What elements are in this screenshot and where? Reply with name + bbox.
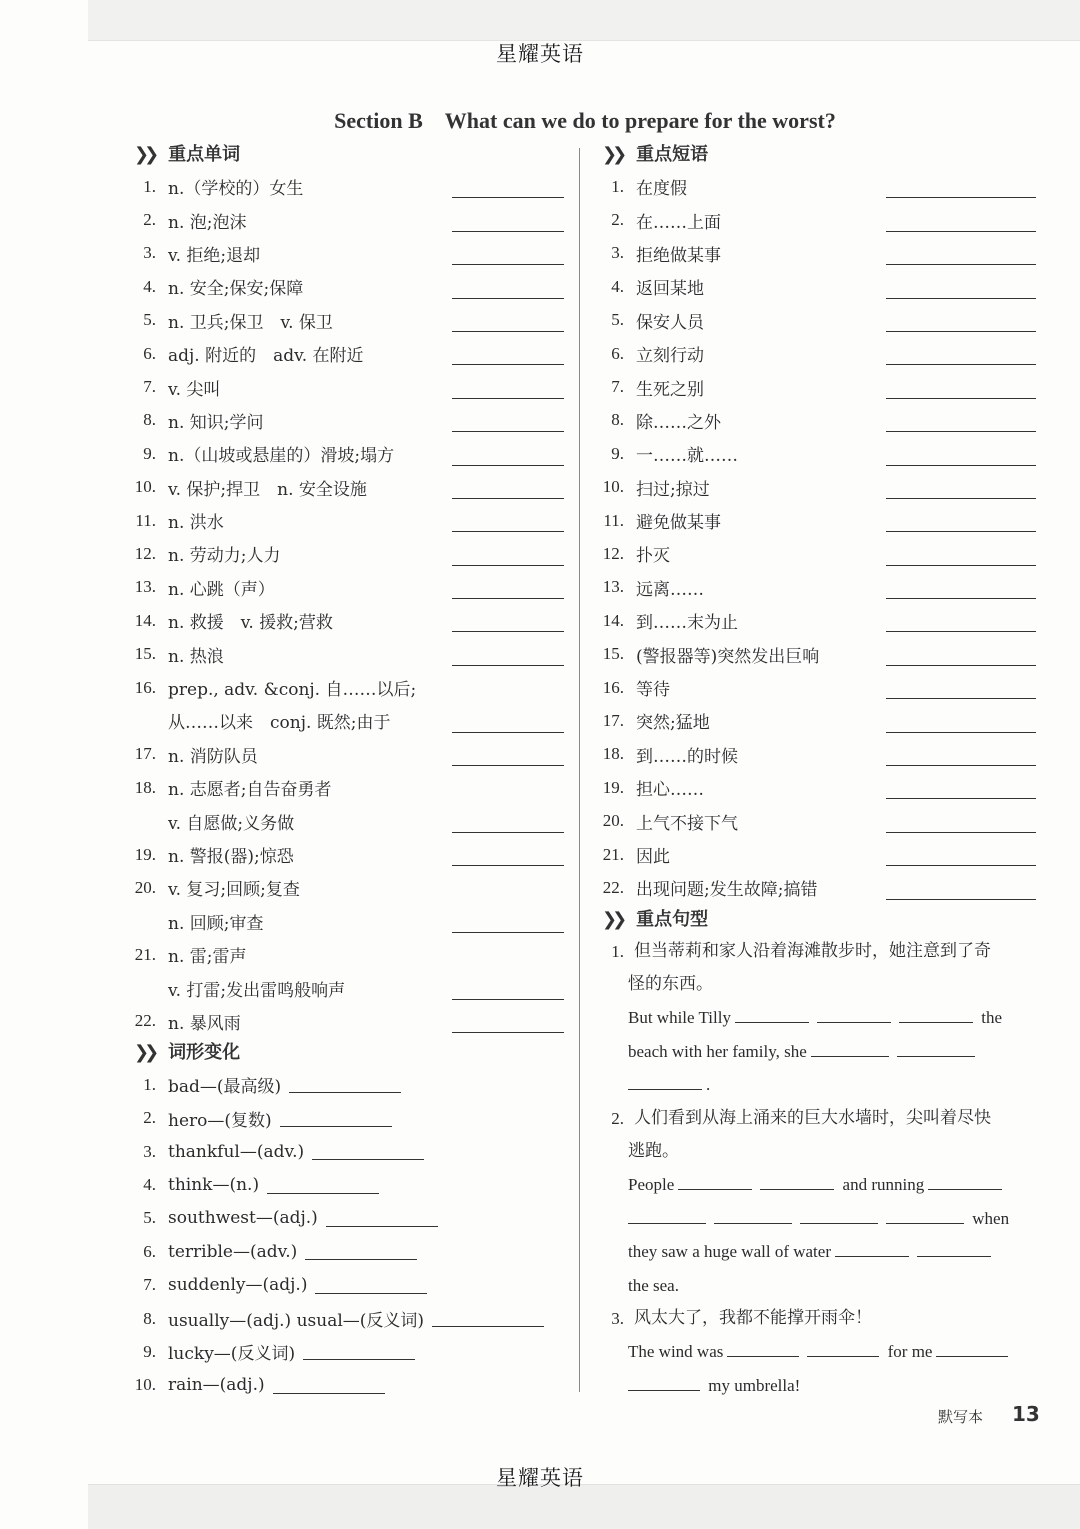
answer-blank[interactable]: [452, 363, 564, 365]
vocab-row: [128, 971, 568, 1004]
item-text: v. 尖叫: [168, 379, 221, 400]
item-text: 保安人员: [636, 312, 704, 333]
answer-blank[interactable]: [886, 630, 1036, 632]
answer-blank[interactable]: [886, 864, 1036, 866]
answer-blank[interactable]: [886, 764, 1036, 766]
answer-blank[interactable]: [886, 330, 1036, 332]
answer-blank[interactable]: [886, 230, 1036, 232]
item-text: hero—(复数): [168, 1110, 272, 1131]
sentences-heading: [596, 905, 1038, 935]
item-text: v. 自愿做;义务做: [168, 813, 295, 834]
double-chevron-icon: ❯❯: [134, 144, 155, 165]
item-number: 6.: [143, 343, 156, 363]
answer-blank[interactable]: [303, 1343, 415, 1360]
answer-blank[interactable]: [899, 1006, 973, 1023]
phrase-row: [596, 370, 1038, 403]
form-row: [128, 1335, 568, 1368]
item-number: 8.: [143, 410, 156, 430]
item-text: n.（学校的）女生: [168, 179, 304, 200]
item-text: (警报器等)突然发出巨响: [636, 646, 820, 667]
item-text: 扫过;掠过: [636, 479, 710, 500]
item-text: 除……之外: [636, 412, 721, 433]
item-number: 19.: [134, 844, 156, 864]
item-number: 10.: [602, 477, 624, 497]
phrase-row: [596, 637, 1038, 670]
phrase-row: [596, 203, 1038, 236]
answer-blank[interactable]: [936, 1340, 1008, 1357]
answer-blank[interactable]: [835, 1240, 909, 1257]
item-number: 4.: [611, 276, 624, 296]
item-text: prep., adv. &conj. 自……以后;: [168, 680, 417, 701]
item-text: 一……就……: [636, 446, 738, 467]
item-number: 22.: [602, 877, 624, 897]
phrase-row: [596, 270, 1038, 303]
item-text: v. 打雷;发出雷鸣般响声: [168, 980, 346, 1001]
answer-blank[interactable]: [280, 1110, 392, 1127]
answer-blank[interactable]: [714, 1207, 792, 1224]
answer-blank[interactable]: [886, 597, 1036, 599]
answer-blank[interactable]: [917, 1240, 991, 1257]
item-text: n. 心跳（声）: [168, 579, 275, 600]
item-text: n. 警报(器);惊恐: [168, 847, 294, 867]
answer-blank[interactable]: [800, 1207, 878, 1224]
phrase-row: [596, 604, 1038, 637]
item-number: 14.: [134, 610, 156, 630]
vocab-row: [128, 938, 568, 971]
answer-blank[interactable]: [886, 464, 1036, 466]
answer-blank[interactable]: [452, 664, 564, 666]
answer-blank[interactable]: [312, 1143, 424, 1160]
answer-blank[interactable]: [727, 1340, 799, 1357]
item-text: 生死之别: [636, 379, 704, 400]
form-row: [128, 1202, 568, 1235]
item-number: 4.: [143, 1175, 156, 1195]
item-text: n. 消防队员: [168, 746, 258, 767]
answer-blank[interactable]: [452, 230, 564, 232]
right-column: [596, 140, 1038, 1402]
item-text: 到……的时候: [636, 746, 738, 767]
phrase-row: [596, 170, 1038, 203]
answer-blank[interactable]: [452, 831, 564, 833]
phrase-row: [596, 804, 1038, 837]
section-question: What can we do to prepare for the worst?: [444, 108, 836, 133]
item-text: lucky—(反义词): [168, 1344, 296, 1365]
sentence-item: 3. 风太大了，我都不能撑开雨伞！ The wind was for me my umbrella!: [596, 1302, 1038, 1402]
double-chevron-icon: ❯❯: [602, 144, 623, 165]
item-number: 13.: [134, 577, 156, 597]
vocab-row: [128, 203, 568, 236]
item-text: 拒绝做某事: [636, 245, 721, 266]
item-number: 7.: [143, 1275, 156, 1295]
vocab-row: [128, 671, 568, 704]
form-row: [128, 1235, 568, 1268]
answer-blank[interactable]: [452, 597, 564, 599]
phrases-list: [596, 170, 1038, 905]
item-text: n. 回顾;审查: [168, 913, 264, 934]
left-column: [128, 140, 568, 1402]
answer-blank[interactable]: [897, 1040, 975, 1057]
item-text: rain—(adj.): [168, 1375, 265, 1396]
forms-heading-label: 词形变化: [168, 1042, 241, 1064]
item-text: think—(n.): [168, 1175, 260, 1196]
vocab-row: [128, 771, 568, 804]
answer-blank[interactable]: [305, 1243, 417, 1260]
vocab-row: [128, 270, 568, 303]
form-row: [128, 1302, 568, 1335]
vocab-heading: [128, 140, 568, 170]
answer-blank[interactable]: [452, 864, 564, 866]
scan-top-band: [88, 0, 1080, 41]
phrase-row: [596, 571, 1038, 604]
vocab-row: [128, 838, 568, 871]
item-number: 5.: [611, 310, 624, 330]
phrase-row: [596, 504, 1038, 537]
item-text: suddenly—(adj.): [168, 1275, 308, 1296]
item-text: 等待: [636, 680, 670, 701]
vocab-row: [128, 504, 568, 537]
answer-blank[interactable]: [886, 1207, 964, 1224]
item-number: 1.: [611, 176, 624, 196]
item-text: n. 知识;学问: [168, 412, 264, 433]
vocab-row: [128, 871, 568, 904]
vocab-row: [128, 738, 568, 771]
item-text: n. 泡;泡沫: [168, 212, 247, 233]
watermark-top: 星耀英语: [496, 42, 584, 66]
item-text: n. 热浪: [168, 646, 224, 667]
answer-blank[interactable]: [452, 731, 564, 733]
answer-blank[interactable]: [886, 430, 1036, 432]
answer-blank[interactable]: [678, 1173, 752, 1190]
answer-blank[interactable]: [760, 1173, 834, 1190]
answer-blank[interactable]: [452, 464, 564, 466]
item-text: adj. 附近的 adv. 在附近: [168, 346, 364, 367]
item-number: 15.: [134, 644, 156, 664]
answer-blank[interactable]: [628, 1073, 702, 1090]
item-number: 5.: [143, 1208, 156, 1228]
vocab-row: [128, 437, 568, 470]
item-text: 在度假: [636, 179, 687, 200]
vocab-row: [128, 704, 568, 737]
answer-blank[interactable]: [817, 1006, 891, 1023]
vocab-row: [128, 170, 568, 203]
item-text: bad—(最高级): [168, 1077, 282, 1098]
item-number: 6.: [611, 343, 624, 363]
phrase-row: [596, 838, 1038, 871]
item-number: 13.: [602, 577, 624, 597]
phrase-row: [596, 471, 1038, 504]
item-number: 18.: [134, 777, 156, 797]
phrase-row: [596, 304, 1038, 337]
item-text: 出现问题;发生故障;搞错: [636, 880, 818, 901]
item-text: n.（山坡或悬崖的）滑坡;塌方: [168, 446, 395, 467]
phrase-row: [596, 738, 1038, 771]
item-number: 1.: [143, 176, 156, 196]
answer-blank[interactable]: [452, 530, 564, 532]
vocab-row: [128, 304, 568, 337]
double-chevron-icon: ❯❯: [134, 1042, 155, 1064]
vocab-row: [128, 571, 568, 604]
phrase-row: [596, 537, 1038, 570]
item-number: 20.: [602, 811, 624, 831]
answer-blank[interactable]: [452, 263, 564, 265]
item-number: 8.: [143, 1308, 156, 1328]
item-text: v. 保护;捍卫 n. 安全设施: [168, 479, 367, 500]
forms-list: [128, 1068, 568, 1402]
section-part: Section B: [334, 108, 423, 133]
answer-blank[interactable]: [886, 263, 1036, 265]
sentence-item: 1. 但当蒂莉和家人沿着海滩散步时，她注意到了奇 怪的东西。 But while Tilly the beach with her family, she .: [611, 940, 1003, 1095]
item-text: n. 雷;雷声: [168, 947, 247, 968]
vocab-row: [128, 604, 568, 637]
item-number: 16.: [134, 677, 156, 697]
item-number: 12.: [602, 543, 624, 563]
answer-blank[interactable]: [452, 931, 564, 933]
item-number: 9.: [143, 443, 156, 463]
answer-blank[interactable]: [886, 397, 1036, 399]
item-number: 12.: [134, 543, 156, 563]
phrases-heading: [596, 140, 1038, 170]
item-text: 担心……: [636, 780, 704, 801]
double-chevron-icon: ❯❯: [602, 908, 623, 930]
item-number: 1.: [143, 1074, 156, 1094]
phrase-row: [596, 771, 1038, 804]
item-number: 4.: [143, 276, 156, 296]
vocab-heading-label: 重点单词: [168, 144, 241, 165]
item-number: 14.: [602, 610, 624, 630]
vocab-row: [128, 905, 568, 938]
item-number: 17.: [602, 710, 624, 730]
item-number: 15.: [602, 644, 624, 664]
answer-blank[interactable]: [886, 564, 1036, 566]
item-number: 10.: [134, 1375, 156, 1395]
vocab-row: [128, 237, 568, 270]
item-number: 10.: [134, 477, 156, 497]
answer-blank[interactable]: [315, 1277, 427, 1294]
item-number: 3.: [611, 243, 624, 263]
page-number: 13: [1012, 1402, 1040, 1426]
item-text: n. 洪水: [168, 513, 224, 534]
vocab-list: [128, 170, 568, 1038]
form-row: [128, 1168, 568, 1201]
phrase-row: [596, 704, 1038, 737]
answer-blank[interactable]: [452, 998, 564, 1000]
form-row: [128, 1068, 568, 1101]
vocab-row: [128, 637, 568, 670]
item-text: thankful—(adv.): [168, 1141, 305, 1162]
answer-blank[interactable]: [452, 297, 564, 299]
answer-blank[interactable]: [807, 1340, 879, 1357]
vocab-row: [128, 404, 568, 437]
phrase-row: [596, 404, 1038, 437]
item-text: n. 志愿者;自告奋勇者: [168, 780, 332, 801]
item-number: 2.: [611, 210, 624, 230]
vocab-row: [128, 537, 568, 570]
form-row: [128, 1102, 568, 1135]
answer-blank[interactable]: [735, 1006, 809, 1023]
answer-blank[interactable]: [452, 330, 564, 332]
phrase-row: [596, 237, 1038, 270]
item-text: v. 拒绝;退却: [168, 245, 261, 266]
item-text: 因此: [636, 847, 670, 867]
vocab-row: [128, 471, 568, 504]
answer-blank[interactable]: [289, 1076, 401, 1093]
watermark-bottom: 星耀英语: [496, 1466, 584, 1490]
item-number: 21.: [134, 944, 156, 964]
section-title: [0, 108, 1080, 134]
item-number: 8.: [611, 410, 624, 430]
answer-blank[interactable]: [886, 497, 1036, 499]
sentences-heading-label: 重点句型: [636, 908, 709, 930]
item-text: 从……以来 conj. 既然;由于: [168, 713, 391, 734]
forms-heading: [128, 1038, 568, 1068]
answer-blank[interactable]: [886, 731, 1036, 733]
answer-blank[interactable]: [452, 397, 564, 399]
item-number: 3.: [143, 1141, 156, 1161]
answer-blank[interactable]: [452, 630, 564, 632]
item-number: 6.: [143, 1241, 156, 1261]
item-number: 3.: [143, 243, 156, 263]
item-text: 上气不接下气: [636, 813, 738, 834]
item-text: usually—(adj.) usual—(反义词): [168, 1311, 425, 1332]
answer-blank[interactable]: [326, 1210, 438, 1227]
form-row: [128, 1135, 568, 1168]
item-text: 突然;猛地: [636, 713, 710, 734]
item-number: 20.: [134, 877, 156, 897]
item-text: 返回某地: [636, 279, 704, 300]
item-number: 22.: [134, 1011, 156, 1031]
answer-blank[interactable]: [452, 196, 564, 198]
answer-blank[interactable]: [452, 497, 564, 499]
answer-blank[interactable]: [928, 1173, 1002, 1190]
phrase-row: [596, 671, 1038, 704]
item-text: 在……上面: [636, 212, 721, 233]
item-number: 16.: [602, 677, 624, 697]
phrases-heading-label: 重点短语: [636, 144, 709, 165]
vocab-row: [128, 1005, 568, 1038]
phrase-row: [596, 437, 1038, 470]
item-text: 到……末为止: [636, 613, 738, 634]
phrase-row: [596, 337, 1038, 370]
item-number: 9.: [611, 443, 624, 463]
form-row: [128, 1269, 568, 1302]
item-text: n. 劳动力;人力: [168, 546, 281, 567]
item-number: 19.: [602, 777, 624, 797]
answer-blank[interactable]: [886, 297, 1036, 299]
answer-blank[interactable]: [628, 1207, 706, 1224]
answer-blank[interactable]: [628, 1374, 700, 1391]
item-text: 立刻行动: [636, 346, 704, 367]
item-number: 18.: [602, 744, 624, 764]
item-text: n. 卫兵;保卫 v. 保卫: [168, 312, 333, 333]
item-text: v. 复习;回顾;复查: [168, 880, 300, 901]
item-number: 11.: [603, 510, 624, 530]
vocab-row: [128, 337, 568, 370]
answer-blank[interactable]: [452, 430, 564, 432]
item-text: southwest—(adj.): [168, 1208, 318, 1229]
answer-blank[interactable]: [452, 564, 564, 566]
item-number: 17.: [134, 744, 156, 764]
answer-blank[interactable]: [886, 530, 1036, 532]
answer-blank[interactable]: [273, 1377, 385, 1394]
item-number: 9.: [143, 1341, 156, 1361]
answer-blank[interactable]: [432, 1310, 544, 1327]
answer-blank[interactable]: [452, 1031, 564, 1033]
item-text: n. 安全;保安;保障: [168, 279, 304, 300]
item-text: n. 暴风雨: [168, 1013, 241, 1034]
item-number: 5.: [143, 310, 156, 330]
phrase-row: [596, 871, 1038, 904]
item-text: 扑灭: [636, 546, 670, 567]
item-number: 11.: [135, 510, 156, 530]
answer-blank[interactable]: [886, 831, 1036, 833]
footer-label: 默写本: [938, 1408, 984, 1426]
item-number: 2.: [143, 210, 156, 230]
answer-blank[interactable]: [452, 764, 564, 766]
item-number: 7.: [143, 377, 156, 397]
vocab-row: [128, 370, 568, 403]
answer-blank[interactable]: [886, 697, 1036, 699]
answer-blank[interactable]: [811, 1040, 889, 1057]
item-number: 21.: [602, 844, 624, 864]
answer-blank[interactable]: [886, 363, 1036, 365]
answer-blank[interactable]: [886, 196, 1036, 198]
item-text: 避免做某事: [636, 513, 721, 534]
answer-blank[interactable]: [886, 898, 1036, 900]
item-text: n. 救援 v. 援救;营救: [168, 613, 333, 634]
sentence-item: 2. 人们看到从海上涌来的巨大水墙时，尖叫着尽快 逃跑。 People and running when they saw a huge wall of water the sea.: [611, 1107, 1010, 1295]
column-divider: [579, 148, 580, 1392]
item-number: 2.: [143, 1108, 156, 1128]
answer-blank[interactable]: [886, 664, 1036, 666]
item-text: 远离……: [636, 579, 704, 600]
item-text: terrible—(adv.): [168, 1241, 298, 1262]
item-number: 7.: [611, 377, 624, 397]
answer-blank[interactable]: [886, 797, 1036, 799]
vocab-row: [128, 804, 568, 837]
form-row: [128, 1369, 568, 1402]
answer-blank[interactable]: [267, 1177, 379, 1194]
